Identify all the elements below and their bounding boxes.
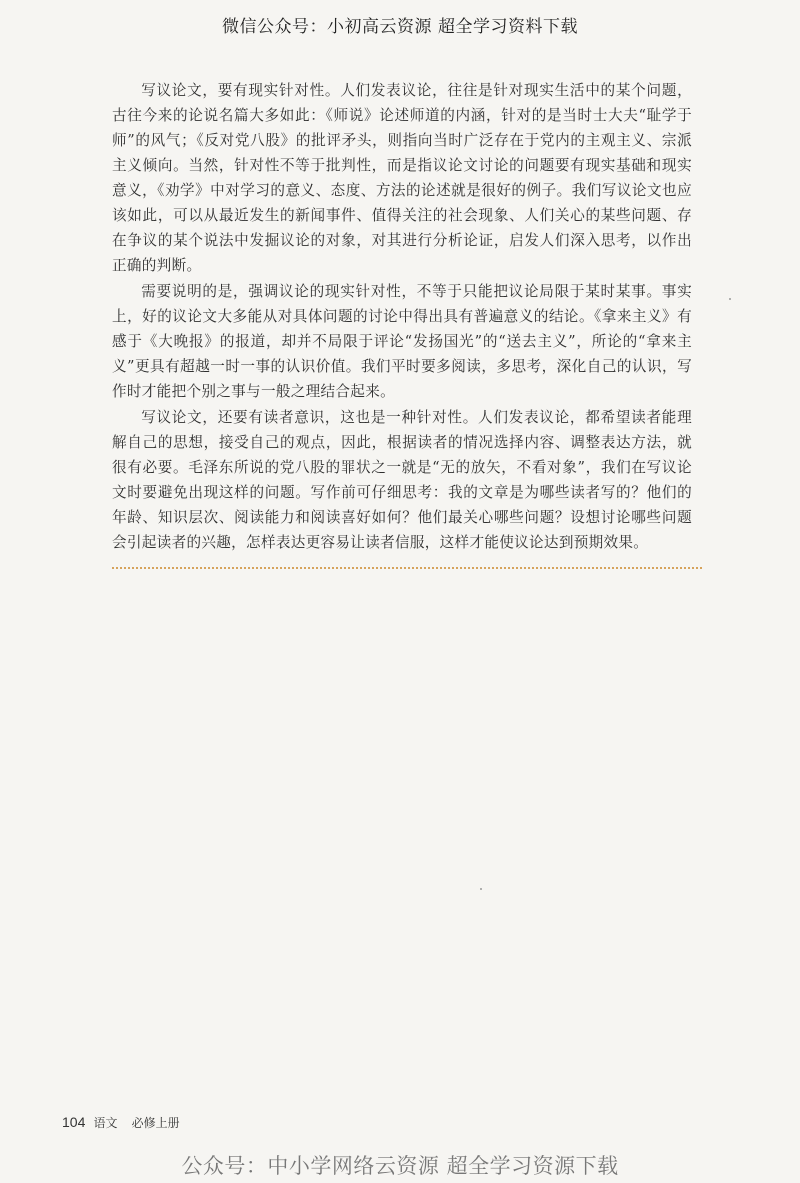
bottom-watermark: 公众号：中小学网络云资源 超全学习资源下载 [181, 1154, 619, 1178]
book-title: 语文 [93, 1116, 118, 1130]
page-number: 104 [62, 1114, 86, 1130]
scan-speck [729, 298, 731, 300]
paragraph-2: 需要说明的是，强调议论的现实针对性，不等于只能把议论局限于某时某事。事实上，好的议论文大多能从对具体问题的讨论中得出具有普遍意义的结论。《拿来主义》有感于《大晚报》的报道，却并不局限于评论“发扬国光”的“送去主义”，所论的“拿来主义”更具有超越一时一事的认识价值。我们平时要多阅读，多思考，深化自己的认识，写作时才能把个别之事与一般之理结合起来。 [112, 283, 692, 400]
page-footer [62, 1114, 180, 1131]
page-content [112, 78, 692, 569]
paragraph-3: 写议论文，还要有读者意识，这也是一种针对性。人们发表议论，都希望读者能理解自己的思想，接受自己的观点，因此，根据读者的情况选择内容、调整表达方法，就很有必要。毛泽东所说的党八股的罪状之一就是“无的放矢，不看对象”，我们在写议论文时要避免出现这样的问题。写作前可仔细思考：我的文章是为哪些读者写的？他们的年龄、知识层次、阅读能力和阅读喜好如何？他们最关心哪些问题？设想讨论哪些问题会引起读者的兴趣，怎样表达更容易让读者信服，这样才能使议论达到预期效果。 [112, 409, 692, 551]
top-banner: 微信公众号：小初高云资源 超全学习资料下载 [222, 17, 578, 37]
dotted-divider [112, 567, 702, 569]
paragraph-1: 写议论文，要有现实针对性。人们发表议论，往往是针对现实生活中的某个问题，古往今来的论说名篇大多如此：《师说》论述师道的内涵，针对的是当时士大夫“耻学于师”的风气；《反对党八股》的批评矛头，则指向当时广泛存在于党内的主观主义、宗派主义倾向。当然，针对性不等于批判性，而是指议论文讨论的问题要有现实基础和现实意义，《劝学》中对学习的意义、态度、方法的论述就是很好的例子。我们写议论文也应该如此，可以从最近发生的新闻事件、值得关注的社会现象、人们关心的某些问题、存在争议的某个说法中发掘议论的对象，对其进行分析论证，启发人们深入思考，以作出正确的判断。 [112, 82, 692, 274]
volume-label: 必修上册 [131, 1116, 180, 1130]
scan-speck [480, 888, 482, 890]
